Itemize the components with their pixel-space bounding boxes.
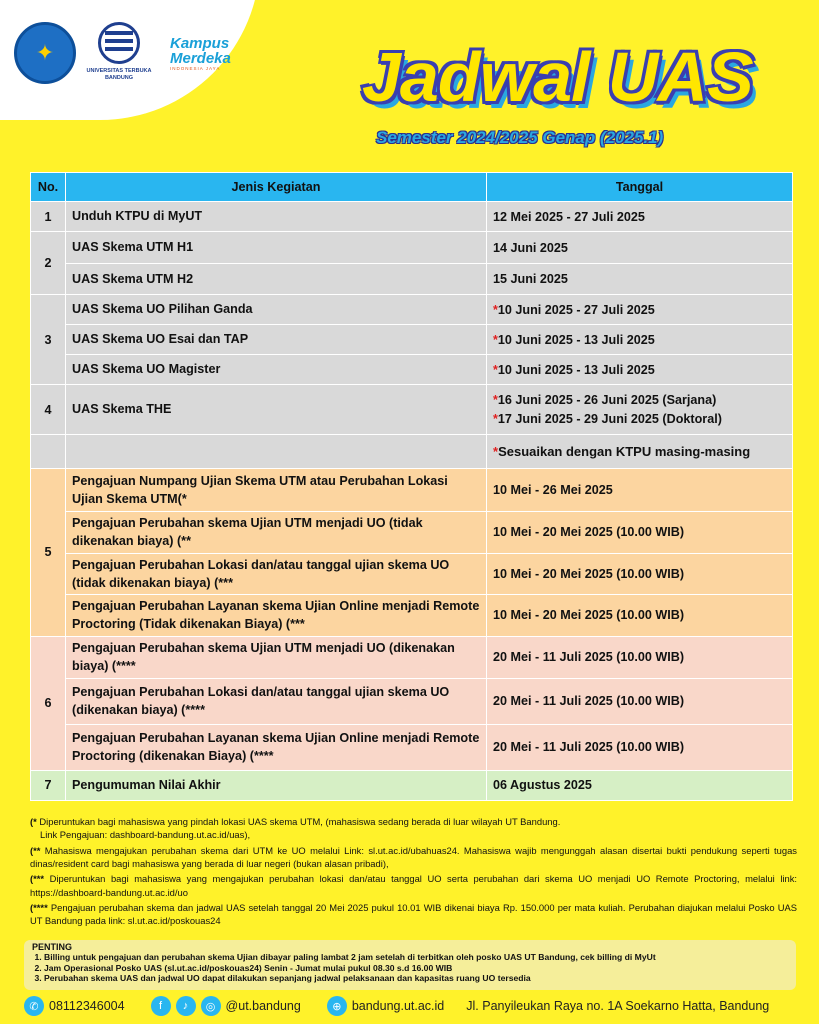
table-row: 6 Pengajuan Perubahan skema Ujian UTM menjadi UO (dikenakan biaya) (**** 20 Mei - 11 Juli 2025 (10.00 WIB) (31, 636, 793, 678)
ut-logo (84, 22, 154, 81)
website-link[interactable] (327, 996, 444, 1016)
tut-wuri-logo-icon: ✦ (14, 22, 76, 84)
social-contact[interactable] (151, 996, 301, 1016)
ut-logo-caption: UNIVERSITAS TERBUKA BANDUNG (86, 68, 152, 81)
table-row: *Sesuaikan dengan KTPU masing-masing (31, 435, 793, 469)
important-box (24, 940, 796, 990)
phone-number: 08112346004 (49, 999, 125, 1013)
kampus-merdeka-logo: Kampus Merdeka INDONESIA JAYA (170, 35, 231, 71)
header-activity: Jenis Kegiatan (66, 173, 487, 202)
header-date: Tanggal (487, 173, 793, 202)
table-row: Pengajuan Perubahan Lokasi dan/atau tanggal ujian skema UO (dikenakan biaya) (**** 20 Mei - 11 Juli 2025 (10.00 WIB) (31, 678, 793, 724)
table-row: 7 Pengumuman Nilai Akhir 06 Agustus 2025 (31, 770, 793, 800)
table-row: Pengajuan Perubahan Layanan skema Ujian Online menjadi Remote Proctoring (dikenakan Biaya) (**** 20 Mei - 11 Juli 2025 (10.00 WIB) (31, 724, 793, 770)
table-row: Pengajuan Perubahan skema Ujian UTM menjadi UO (tidak dikenakan biaya) (** 10 Mei - 20 Mei 2025 (10.00 WIB) (31, 512, 793, 554)
table-row: UAS Skema UO Esai dan TAP *10 Juni 2025 - 13 Juli 2025 (31, 325, 793, 355)
page-title: Jadwal UAS (362, 38, 753, 116)
address (466, 999, 769, 1013)
facebook-icon: f (151, 996, 171, 1016)
ut-logo-icon (98, 22, 140, 64)
footnotes (30, 815, 797, 930)
schedule-table (30, 172, 793, 801)
table-row: Pengajuan Perubahan Layanan skema Ujian Online menjadi Remote Proctoring (Tidak dikenakan Biaya) (*** 10 Mei - 20 Mei 2025 (10.00 WIB) (31, 595, 793, 637)
instagram-icon: ◎ (201, 996, 221, 1016)
table-row: 2 UAS Skema UTM H1 14 Juni 2025 (31, 232, 793, 264)
table-row: 5 Pengajuan Numpang Ujian Skema UTM atau Perubahan Lokasi Ujian Skema UTM(* 10 Mei - 26 Mei 2025 (31, 469, 793, 512)
table-row: Pengajuan Perubahan Lokasi dan/atau tanggal ujian skema UO (tidak dikenakan biaya) (*** 10 Mei - 20 Mei 2025 (10.00 WIB) (31, 553, 793, 595)
website-url: bandung.ut.ac.id (351, 999, 445, 1013)
contact-footer (24, 996, 799, 1016)
table-row: 4 UAS Skema THE *16 Juni 2025 - 26 Juni 2025 (Sarjana) *17 Juni 2025 - 29 Juni 2025 (Doktoral) (31, 385, 793, 435)
table-row: UAS Skema UO Magister *10 Juni 2025 - 13 Juli 2025 (31, 355, 793, 385)
list-item: 2. Jam Operasional Posko UAS (sl.ut.ac.id/poskouas24) Senin - Jumat mulai pukul 08.30 s.d 16.00 WIB (44, 963, 788, 974)
important-list (32, 952, 788, 984)
footnote-2: (** Mahasiswa mengajukan perubahan skema dari UTM ke UO melalui Link: sl.ut.ac.id/ubahuas24. Mahasiswa wajib mengunggah alasan disertai bukti pendukung seperti tugas dinas/resident card bagi mahasiswa yang berada di luar negeri (bukan alasan pribadi), (30, 844, 797, 870)
footnote-3: (*** Diperuntukan bagi mahasiswa yang mengajukan perubahan lokasi dan/atau tanggal UO serta perubahan dari skema UO menjadi UO Remote Proctoring, melalui link: https://dashboard-bandung.ut.ac.id/uo (30, 873, 797, 898)
whatsapp-icon: ✆ (24, 996, 44, 1016)
footnote-4: (**** Pengajuan perubahan skema dan jadwal UAS setelah tanggal 20 Mei 2025 pukul 10.01 WIB dikenai biaya Rp. 150.000 per mata kuliah. Perubahan diajukan melalui Posko UAS UT Bandung pada link: sl.ut.ac.id/poskouas24 (30, 902, 797, 927)
list-item: 1. Billing untuk pengajuan dan perubahan skema Ujian dibayar paling lambat 2 jam setelah di terbitkan oleh posko UAS UT Bandung, cek billing di MyUt (44, 952, 788, 963)
header-no: No. (31, 173, 66, 202)
address-text: Jl. Panyileukan Raya no. 1A Soekarno Hatta, Bandung (466, 999, 770, 1013)
table-row: UAS Skema UTM H2 15 Juni 2025 (31, 264, 793, 295)
important-heading: PENTING (32, 942, 73, 952)
tiktok-icon: ♪ (176, 996, 196, 1016)
footnote-1: (* Diperuntukan bagi mahasiswa yang pindah lokasi UAS skema UTM, (mahasiswa sedang berada di luar wilayah UT Bandung. Link Pengajuan: dashboard-bandung.ut.ac.id/uas), (30, 816, 561, 841)
logo-row (14, 22, 231, 84)
social-handle: @ut.bandung (225, 999, 301, 1013)
table-row: 3 UAS Skema UO Pilihan Ganda *10 Juni 2025 - 27 Juli 2025 (31, 295, 793, 325)
table-header-row (31, 173, 793, 202)
table-row: 1 Unduh KTPU di MyUT 12 Mei 2025 - 27 Juli 2025 (31, 202, 793, 232)
phone-contact[interactable] (24, 996, 125, 1016)
page-subtitle: Semester 2024/2025 Genap (2025.1) (376, 128, 664, 147)
globe-icon: ⊕ (327, 996, 347, 1016)
list-item: 3. Perubahan skema UAS dan jadwal UO dapat dilakukan sepanjang jadwal pelaksanaan dan kapasitas ruang UO tersedia (44, 973, 788, 984)
